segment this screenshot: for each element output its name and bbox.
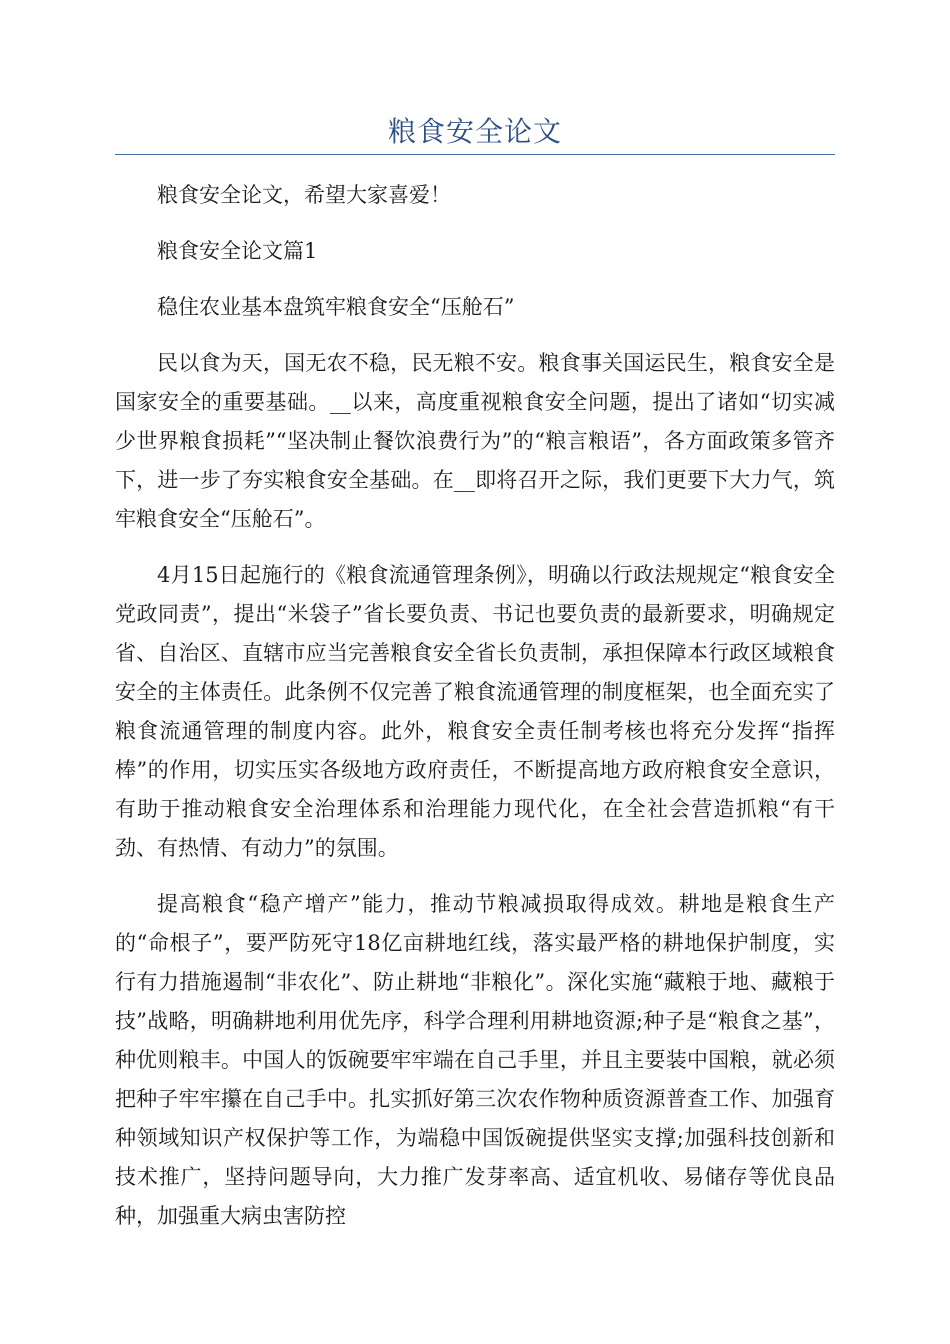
document-body (115, 176, 835, 1253)
document-title: 粮食安全论文 (387, 115, 562, 148)
article-heading: 稳住农业基本盘筑牢粮食安全“压舱石” (157, 295, 515, 319)
body-paragraph: 4月15日起施行的《粮食流通管理条例》，明确以行政法规规定“粮食安全党政同责”，提出“米袋子”省长要负责、书记也要负责的最新要求，明确规定省、自治区、直辖市应当完善粮食安全省长负责制，承担保障本行政区域粮食安全的主体责任。此条例不仅完善了粮食流通管理的制度框架，也全面充实了粮食流通管理的制度内容。此外，粮食安全责任制考核也将充分发挥“指挥棒”的作用，切实压实各级地方政府责任，不断提高地方政府粮食安全意识，有助于推动粮食安全治理体系和治理能力现代化，在全社会营造抓粮“有干劲、有热情、有动力”的氛围。 (115, 563, 835, 860)
intro-paragraph: 粮食安全论文，希望大家喜爱！ (157, 183, 451, 207)
section-heading: 粮食安全论文篇1 (157, 239, 318, 263)
body-paragraph: 提高粮食“稳产增产”能力，推动节粮减损取得成效。耕地是粮食生产的“命根子”，要严防死守18亿亩耕地红线，落实最严格的耕地保护制度，实行有力措施遏制“非农化”、防止耕地“非粮化”。深化实施“藏粮于地、藏粮于技”战略，明确耕地利用优先序，科学合理利用耕地资源;种子是“粮食之基”，种优则粮丰。中国人的饭碗要牢牢端在自己手里，并且主要装中国粮，就必须把种子牢牢攥在自己手中。扎实抓好第三次农作物种质资源普查工作、加强育种领域知识产权保护等工作，为端稳中国饭碗提供坚实支撑;加强科技创新和技术推广，坚持问题导向，大力推广发芽率高、适宜机收、易储存等优良品种，加强重大病虫害防控 (115, 892, 835, 1228)
title-divider (115, 154, 835, 155)
body-paragraph: 民以食为天，国无农不稳，民无粮不安。粮食事关国运民生，粮食安全是国家安全的重要基础。__以来，高度重视粮食安全问题，提出了诸如“切实减少世界粮食损耗”“坚决制止餐饮浪费行为”的“粮言粮语”，各方面政策多管齐下，进一步了夯实粮食安全基础。在__即将召开之际，我们更要下大力气，筑牢粮食安全“压舱石”。 (115, 351, 835, 531)
